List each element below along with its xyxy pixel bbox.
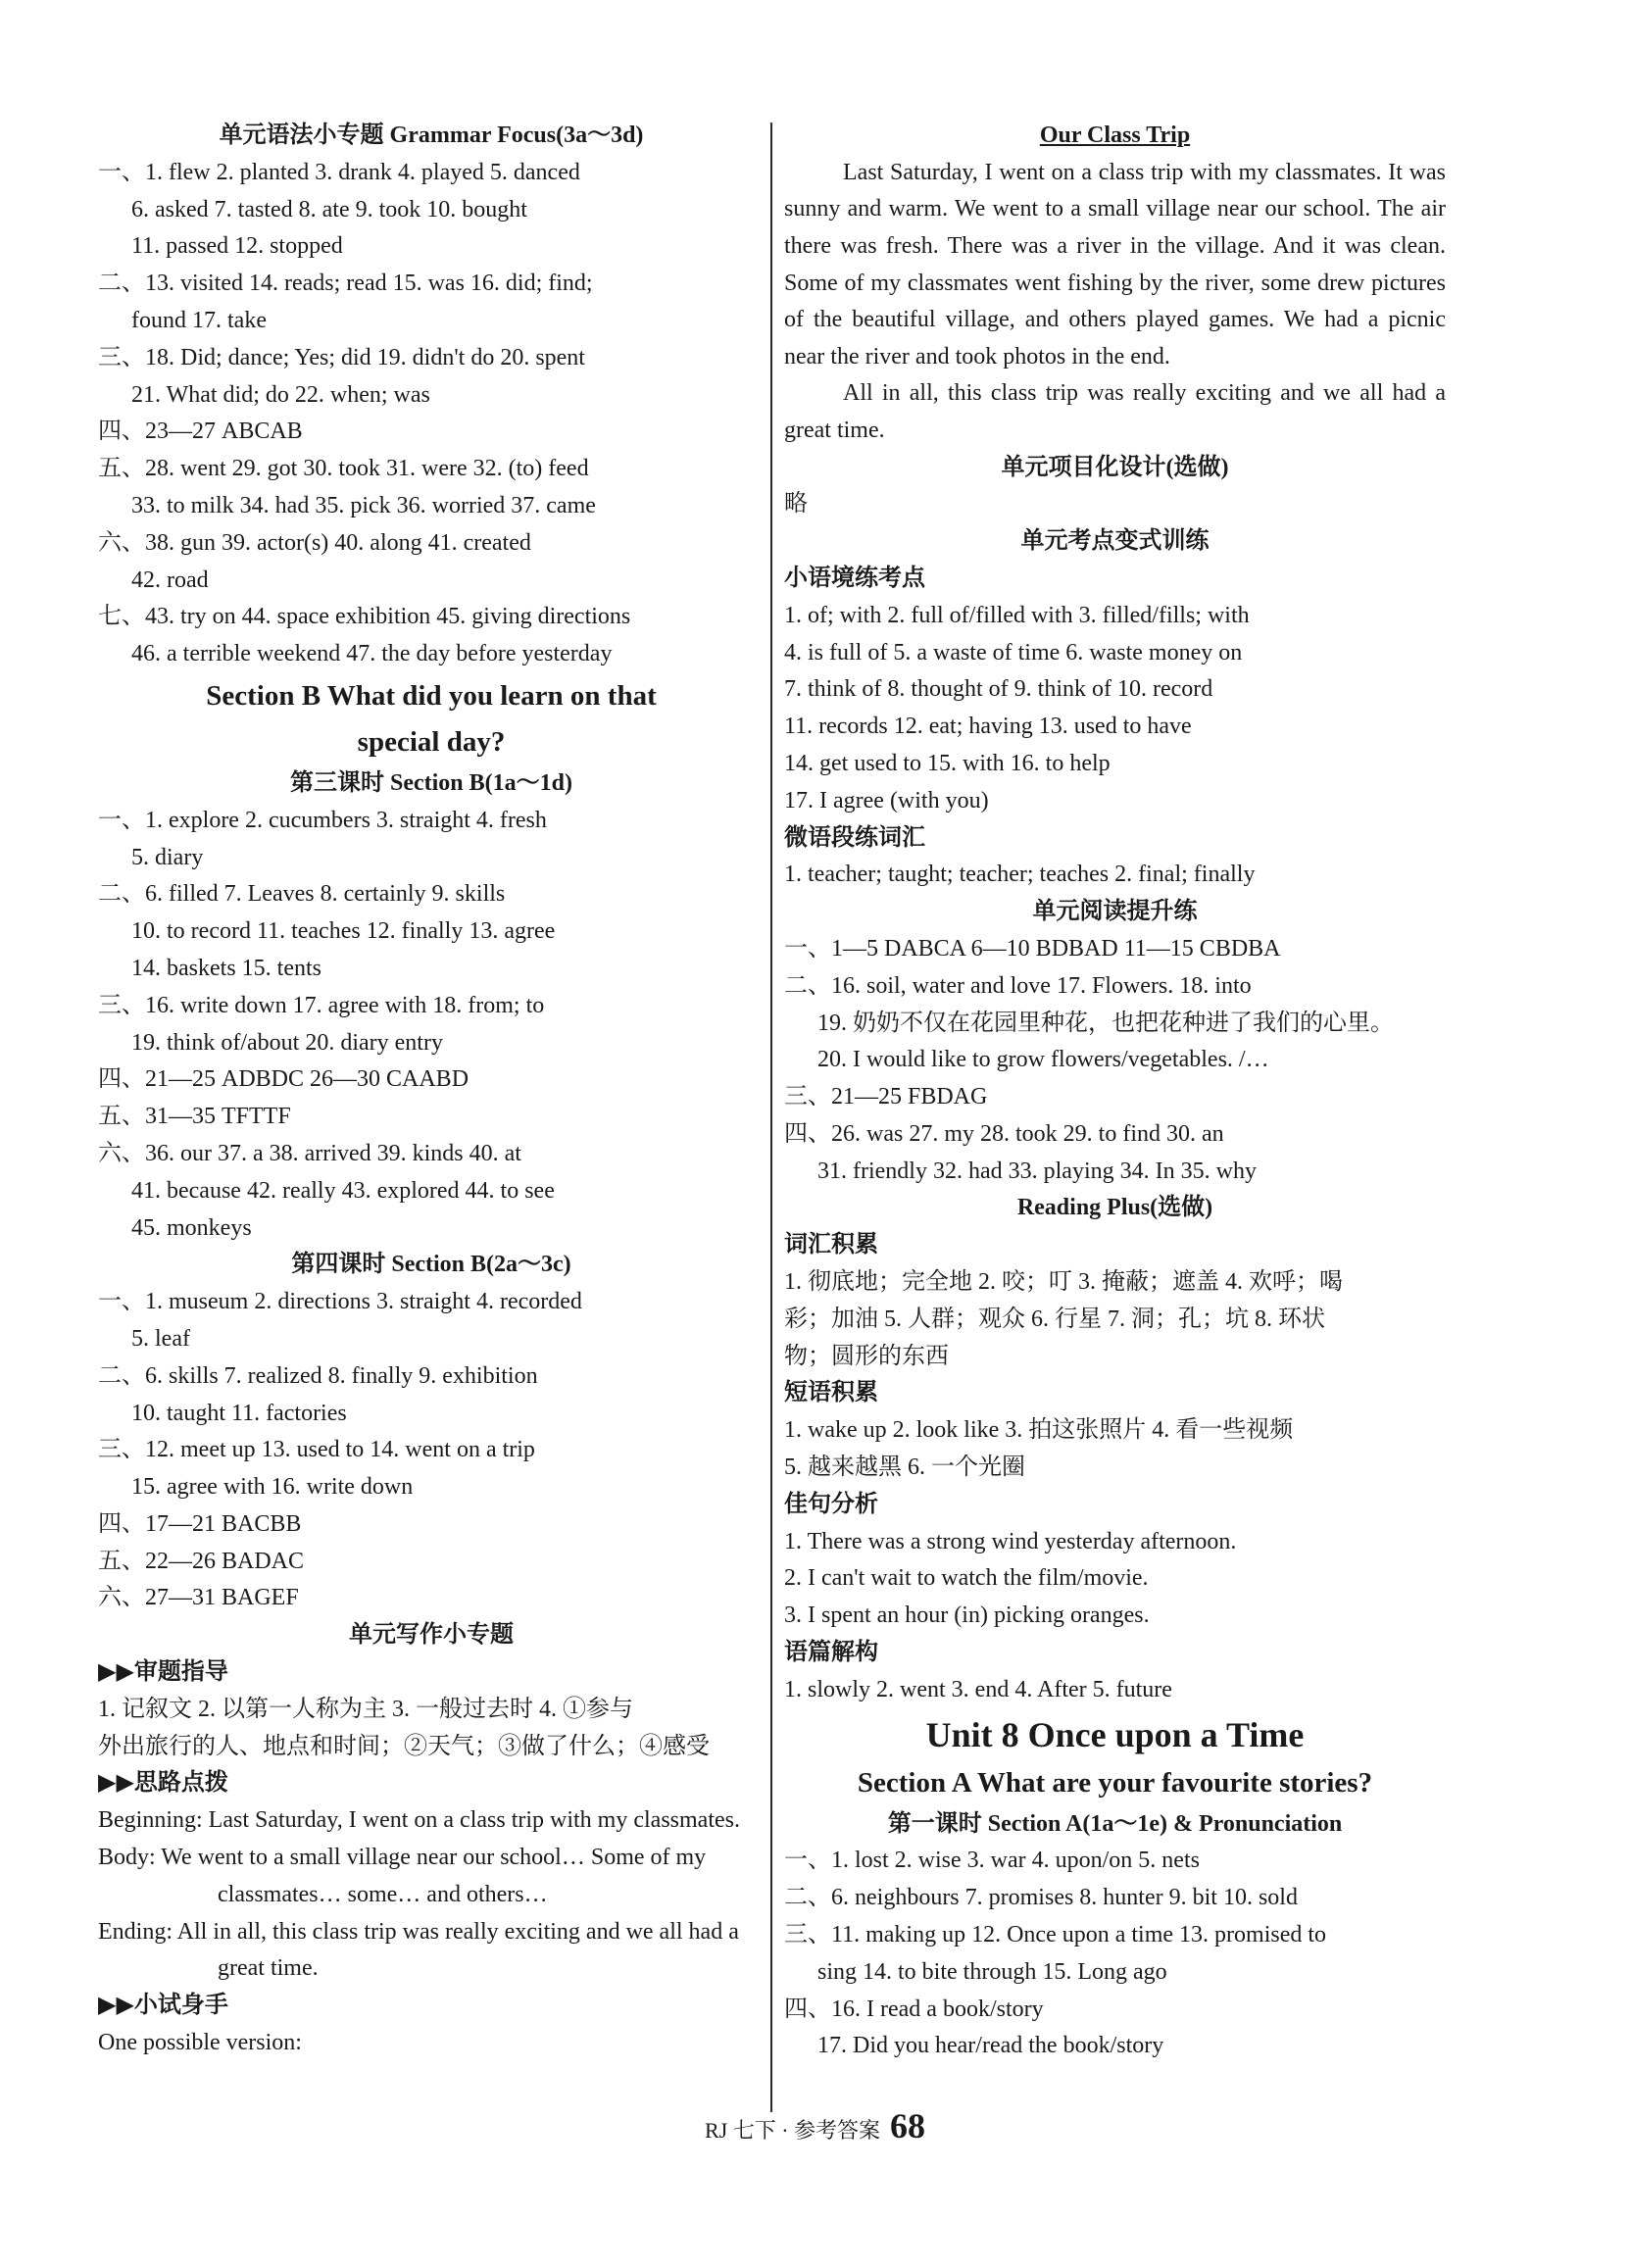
answer-line: 二、6. filled 7. Leaves 8. certainly 9. skills	[98, 881, 506, 908]
answer-line: 5. diary	[131, 844, 204, 870]
section-heading: 单元阅读提升练	[1032, 899, 1198, 925]
answer-line: 17. Did you hear/read the book/story	[817, 2033, 1164, 2059]
answer-line: 20. I would like to grow flowers/vegetables. /…	[817, 1047, 1269, 1073]
answer-line: 5. leaf	[131, 1325, 190, 1352]
answer-line: 4. is full of 5. a waste of time 6. waste money on	[784, 639, 1243, 666]
essay-title: Our Class Trip	[1039, 123, 1191, 148]
answer-line: 六、38. gun 39. actor(s) 40. along 41. created	[98, 529, 531, 556]
footer-label: RJ 七下 · 参考答案	[704, 2118, 881, 2143]
section-heading: 第三课时 Section B(1a～1d)	[290, 769, 572, 796]
section-heading: 单元项目化设计(选做)	[1001, 454, 1229, 480]
section-heading: 单元考点变式训练	[1020, 528, 1210, 555]
section-heading: 第四课时 Section B(2a～3c)	[291, 1252, 571, 1278]
answer-line: 1. slowly 2. went 3. end 4. After 5. future	[784, 1676, 1172, 1702]
answer-line: 外出旅行的人、地点和时间；②天气；③做了什么；④感受	[98, 1733, 710, 1759]
answer-line: 19. 奶奶不仅在花园里种花，也把花种进了我们的心里。	[817, 1010, 1394, 1036]
subsection-label: 小语境练考点	[784, 565, 925, 591]
column-divider	[770, 123, 772, 2112]
answer-line: 11. records 12. eat; having 13. used to have	[784, 714, 1192, 740]
answer-line: 2. I can't wait to watch the film/movie.	[784, 1565, 1149, 1592]
answer-line: 二、16. soil, water and love 17. Flowers. 18. into	[784, 972, 1252, 999]
page-footer	[0, 2105, 1630, 2146]
section-title: special day?	[357, 725, 506, 758]
subsection-label: ▶▶思路点拨	[98, 1770, 228, 1797]
section-heading: 单元语法小专题 Grammar Focus(3a～3d)	[219, 123, 644, 148]
answer-line: 五、31—35 TFTTF	[98, 1104, 291, 1130]
answer-line: 一、1. lost 2. wise 3. war 4. upon/on 5. nets	[784, 1848, 1200, 1874]
answer-line: 1. teacher; taught; teacher; teaches 2. final; finally	[784, 862, 1256, 888]
answer-line: 四、26. was 27. my 28. took 29. to find 30. an	[784, 1120, 1224, 1147]
answer-line: 一、1. flew 2. planted 3. drank 4. played 5. danced	[98, 159, 580, 185]
answer-line: 46. a terrible weekend 47. the day before yesterday	[131, 641, 613, 667]
answer-line: 31. friendly 32. had 33. playing 34. In 35. why	[817, 1158, 1257, 1184]
outline-line: Beginning: Last Saturday, I went on a class trip with my classmates.	[98, 1807, 740, 1834]
answer-line: 3. I spent an hour (in) picking oranges.	[784, 1602, 1150, 1629]
answer-line: 二、6. neighbours 7. promises 8. hunter 9. bit 10. sold	[784, 1885, 1298, 1911]
answer-line: 42. road	[131, 567, 209, 593]
answer-line: 四、16. I read a book/story	[784, 1996, 1044, 2022]
answer-line: 二、6. skills 7. realized 8. finally 9. exhibition	[98, 1362, 538, 1389]
section-title: Unit 8 Once upon a Time	[925, 1714, 1305, 1754]
answer-line: 7. think of 8. thought of 9. think of 10. record	[784, 676, 1213, 703]
answer-line: 1. wake up 2. look like 3. 拍这张照片 4. 看一些视频	[784, 1417, 1294, 1444]
answer-line: 五、22—26 BADAC	[98, 1548, 305, 1574]
answer-line: 10. taught 11. factories	[131, 1400, 347, 1426]
answer-line: 21. What did; do 22. when; was	[131, 381, 430, 408]
answer-line: 10. to record 11. teaches 12. finally 13. agree	[131, 918, 556, 945]
answer-line: 17. I agree (with you)	[784, 787, 989, 814]
subsection-label: ▶▶审题指导	[98, 1659, 228, 1686]
answer-line: One possible version:	[98, 2030, 302, 2056]
answer-line: sing 14. to bite through 15. Long ago	[817, 1958, 1167, 1985]
answer-line: 5. 越来越黑 6. 一个光圈	[784, 1454, 1025, 1481]
answer-line: 三、16. write down 17. agree with 18. from; to	[98, 992, 545, 1018]
answer-line: 略	[784, 491, 808, 518]
answer-line: 一、1—5 DABCA 6—10 BDBAD 11—15 CBDBA	[784, 935, 1281, 961]
answer-line: 四、21—25 ADBDC 26—30 CAABD	[98, 1066, 469, 1093]
answer-line: 三、18. Did; dance; Yes; did 19. didn't do 20. spent	[98, 344, 585, 370]
answer-line: 二、13. visited 14. reads; read 15. was 16. did; find;	[98, 271, 593, 297]
essay-paragraph: All in all, this class trip was really exciting and we all had a great time.	[784, 380, 1446, 443]
answer-line: 三、12. meet up 13. used to 14. went on a trip	[98, 1437, 535, 1463]
essay-paragraph: Last Saturday, I went on a class trip with my classmates. It was sunny and warm. We went to a small village near our school. The air there was fresh. There was a river in the village. And it was clean. Some of my classmates went fishing by the river, some drew pictures of the beautiful village, and others played games. We had a picnic near the river and took photos in the end.	[784, 159, 1446, 370]
answer-line: 45. monkeys	[131, 1214, 252, 1241]
answer-line: 三、21—25 FBDAG	[784, 1084, 988, 1110]
page-number: 68	[890, 2106, 926, 2145]
subsection-label: 微语段练词汇	[784, 824, 925, 851]
subsection-label: 语篇解构	[784, 1640, 878, 1666]
subsection-label: ▶▶小试身手	[98, 1993, 228, 2019]
answer-line: 四、23—27 ABCAB	[98, 419, 303, 445]
answer-line: 11. passed 12. stopped	[131, 233, 343, 260]
subsection-label: 短语积累	[784, 1380, 878, 1406]
answer-line: 15. agree with 16. write down	[131, 1474, 414, 1501]
answer-line: 1. There was a strong wind yesterday afternoon.	[784, 1528, 1237, 1554]
answer-line: 彩；加油 5. 人群；观众 6. 行星 7. 洞；孔；坑 8. 环状	[784, 1306, 1325, 1332]
answer-line: 一、1. explore 2. cucumbers 3. straight 4. fresh	[98, 807, 547, 833]
section-heading: 单元写作小专题	[349, 1622, 514, 1649]
answer-line: found 17. take	[131, 307, 267, 333]
answer-line: 三、11. making up 12. Once upon a time 13. promised to	[784, 1922, 1327, 1948]
answer-line: 1. 彻底地；完全地 2. 咬；叮 3. 掩蔽；遮盖 4. 欢呼；喝	[784, 1269, 1343, 1296]
section-title: Section B What did you learn on that	[206, 679, 657, 712]
answer-line: 物；圆形的东西	[784, 1343, 949, 1369]
answer-line: 33. to milk 34. had 35. pick 36. worried 37. came	[131, 492, 596, 518]
section-title: Section A What are your favourite stories?	[857, 1766, 1373, 1799]
section-heading: 第一课时 Section A(1a～1e) & Pronunciation	[887, 1810, 1343, 1837]
outline-line: Ending: All in all, this class trip was really exciting and we all had a great time.	[98, 1918, 739, 1982]
answer-line: 四、17—21 BACBB	[98, 1510, 302, 1537]
answer-line: 六、27—31 BAGEF	[98, 1585, 299, 1611]
answer-line: 14. baskets 15. tents	[131, 955, 321, 981]
answer-line: 一、1. museum 2. directions 3. straight 4. recorded	[98, 1289, 582, 1315]
answer-line: 五、28. went 29. got 30. took 31. were 32. (to) feed	[98, 456, 589, 482]
answer-line: 41. because 42. really 43. explored 44. to see	[131, 1177, 555, 1204]
section-heading: Reading Plus(选做)	[1016, 1195, 1213, 1221]
right-column	[784, 118, 1446, 2065]
answer-line: 1. 记叙文 2. 以第一人称为主 3. 一般过去时 4. ①参与	[98, 1696, 633, 1722]
answer-line: 19. think of/about 20. diary entry	[131, 1029, 443, 1056]
answer-line: 14. get used to 15. with 16. to help	[784, 750, 1111, 776]
subsection-label: 佳句分析	[784, 1491, 878, 1517]
answer-line: 七、43. try on 44. space exhibition 45. giving directions	[98, 604, 631, 630]
answer-line: 1. of; with 2. full of/filled with 3. filled/fills; with	[784, 602, 1250, 628]
subsection-label: 词汇积累	[784, 1232, 878, 1258]
answer-line: 六、36. our 37. a 38. arrived 39. kinds 40. at	[98, 1140, 521, 1166]
left-column	[98, 118, 765, 2062]
answer-line: 6. asked 7. tasted 8. ate 9. took 10. bought	[131, 196, 527, 222]
outline-line: Body: We went to a small village near our school… Some of my classmates… some… and others…	[98, 1845, 707, 1907]
